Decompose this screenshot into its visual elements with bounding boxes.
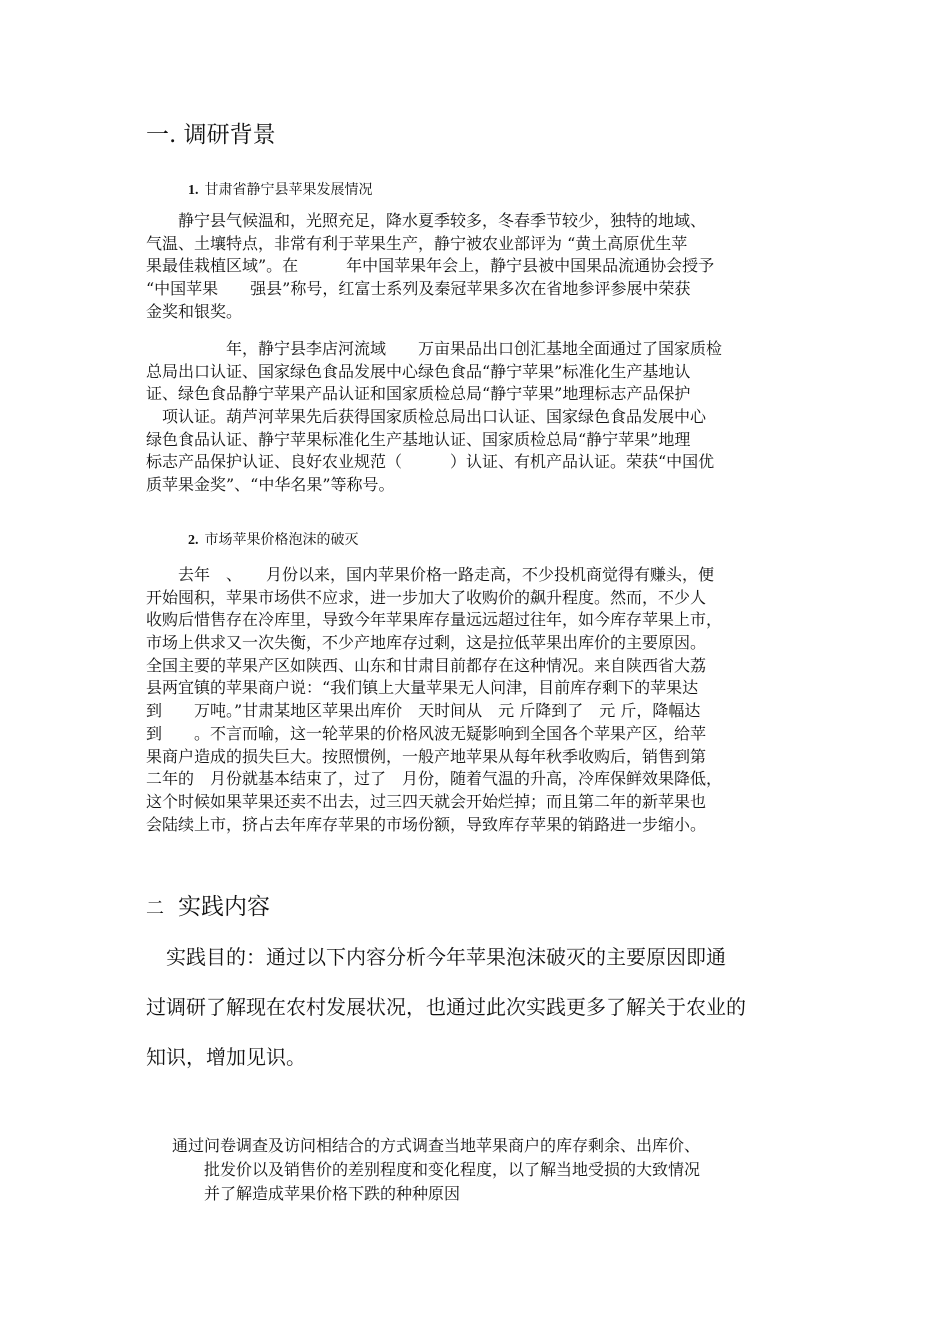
- subheading-2: [188, 530, 359, 551]
- paragraph-line: 这个时候如果苹果还卖不出去，过三四天就会开始烂掉；而且第二年的新苹果也: [146, 791, 707, 811]
- paragraph-line: 总局出口认证、国家绿色食品发展中心绿色食品“静宁苹果”标准化生产基地认: [146, 361, 691, 381]
- section2-title: 实践内容: [178, 894, 270, 920]
- paragraph-line: 到 万吨。”甘肃某地区苹果出库价 天时间从 元 斤降到了 元 斤，降幅达: [146, 701, 701, 721]
- paragraph-line: 绿色食品认证、静宁苹果标准化生产基地认证、国家质检总局“静宁苹果”地理: [146, 429, 691, 449]
- paragraph-line: 去年 、 月份以来，国内苹果价格一路走高，不少投机商觉得有赚头，便: [146, 565, 715, 584]
- subheading-1: [188, 180, 373, 201]
- purpose-line: 过调研了解现在农村发展状况，也通过此次实践更多了解关于农业的: [146, 995, 746, 1019]
- paragraph-line: “中国苹果 强县”称号，红富士系列及秦冠苹果多次在省地参评参展中荣获: [146, 279, 691, 299]
- section2-number: 二: [146, 898, 164, 919]
- paragraph-line: 到 。不言而喻，这一轮苹果的价格风波无疑影响到全国各个苹果产区，给苹: [146, 723, 707, 743]
- paragraph-line: 二年的 月份就基本结束了，过了 月份，随着气温的升高，冷库保鲜效果降低，: [146, 769, 723, 789]
- paragraph-line: 果最佳栽植区域”。在 年中国苹果年会上，静宁县被中国果品流通协会授予: [146, 256, 715, 276]
- method-paragraph: [172, 1134, 812, 1206]
- paragraph-line: 金奖和银奖。: [146, 301, 243, 321]
- subheading-2-number: 2.: [188, 533, 199, 548]
- paragraph-line: 证、绿色食品静宁苹果产品认证和国家质检总局“静宁苹果”地理标志产品保护: [146, 384, 691, 404]
- paragraph-2: [146, 338, 816, 497]
- paragraph-line: 年，静宁县李店河流域 万亩果品出口创汇基地全面通过了国家质检: [146, 339, 723, 358]
- paragraph-line: 收购后惜售存在冷库里，导致今年苹果库存量远远超过往年，如今库存苹果上市，: [146, 610, 723, 630]
- paragraph-line: 全国主要的苹果产区如陕西、山东和甘肃目前都存在这种情况。来自陕西省大荔: [146, 655, 707, 675]
- method-line: 通过问卷调查及访问相结合的方式调查当地苹果商户的库存剩余、出库价、: [172, 1136, 701, 1155]
- paragraph-line: 项认证。葫芦河苹果先后获得国家质检总局出口认证、国家绿色食品发展中心: [146, 407, 707, 427]
- method-line: 并了解造成苹果价格下跌的种种原因: [172, 1184, 461, 1203]
- paragraph-3: [146, 564, 816, 836]
- paragraph-line: 静宁县气候温和，光照充足，降水夏季较多，冬春季节较少，独特的地域、: [146, 211, 707, 230]
- subheading-1-number: 1.: [188, 183, 199, 198]
- paragraph-line: 市场上供求又一次失衡，不少产地库存过剩，这是拉低苹果出库价的主要原因。: [146, 633, 707, 653]
- section1-heading: 一. 调研背景: [146, 122, 276, 148]
- paragraph-line: 开始囤积，苹果市场供不应求，进一步加大了收购价的飙升程度。然而，不少人: [146, 587, 707, 607]
- purpose-line: 实践目的：通过以下内容分析今年苹果泡沫破灭的主要原因即通: [146, 945, 726, 969]
- purpose-line: 知识，增加见识。: [146, 1045, 306, 1069]
- subheading-1-title: 甘肃省静宁县苹果发展情况: [204, 182, 373, 198]
- purpose-paragraph: [146, 932, 816, 1082]
- paragraph-line: 质苹果金奖”、“中华名果”等称号。: [146, 475, 395, 495]
- subheading-2-title: 市场苹果价格泡沫的破灭: [204, 532, 359, 548]
- paragraph-1: [146, 210, 816, 323]
- paragraph-line: 会陆续上市，挤占去年库存苹果的市场份额，导致库存苹果的销路进一步缩小。: [146, 814, 707, 834]
- section2-heading: [146, 892, 270, 924]
- paragraph-line: 县两宜镇的苹果商户说：“我们镇上大量苹果无人问津，目前库存剩下的苹果达: [146, 678, 699, 698]
- paragraph-line: 标志产品保护认证、良好农业规范（ ）认证、有机产品认证。荣获“中国优: [146, 452, 715, 472]
- method-line: 批发价以及销售价的差别程度和变化程度，以了解当地受损的大致情况: [172, 1160, 701, 1179]
- paragraph-line: 气温、土壤特点，非常有利于苹果生产，静宁被农业部评为 “黄土高原优生苹: [146, 233, 688, 253]
- paragraph-line: 果商户造成的损失巨大。按照惯例，一般产地苹果从每年秋季收购后，销售到第: [146, 746, 707, 766]
